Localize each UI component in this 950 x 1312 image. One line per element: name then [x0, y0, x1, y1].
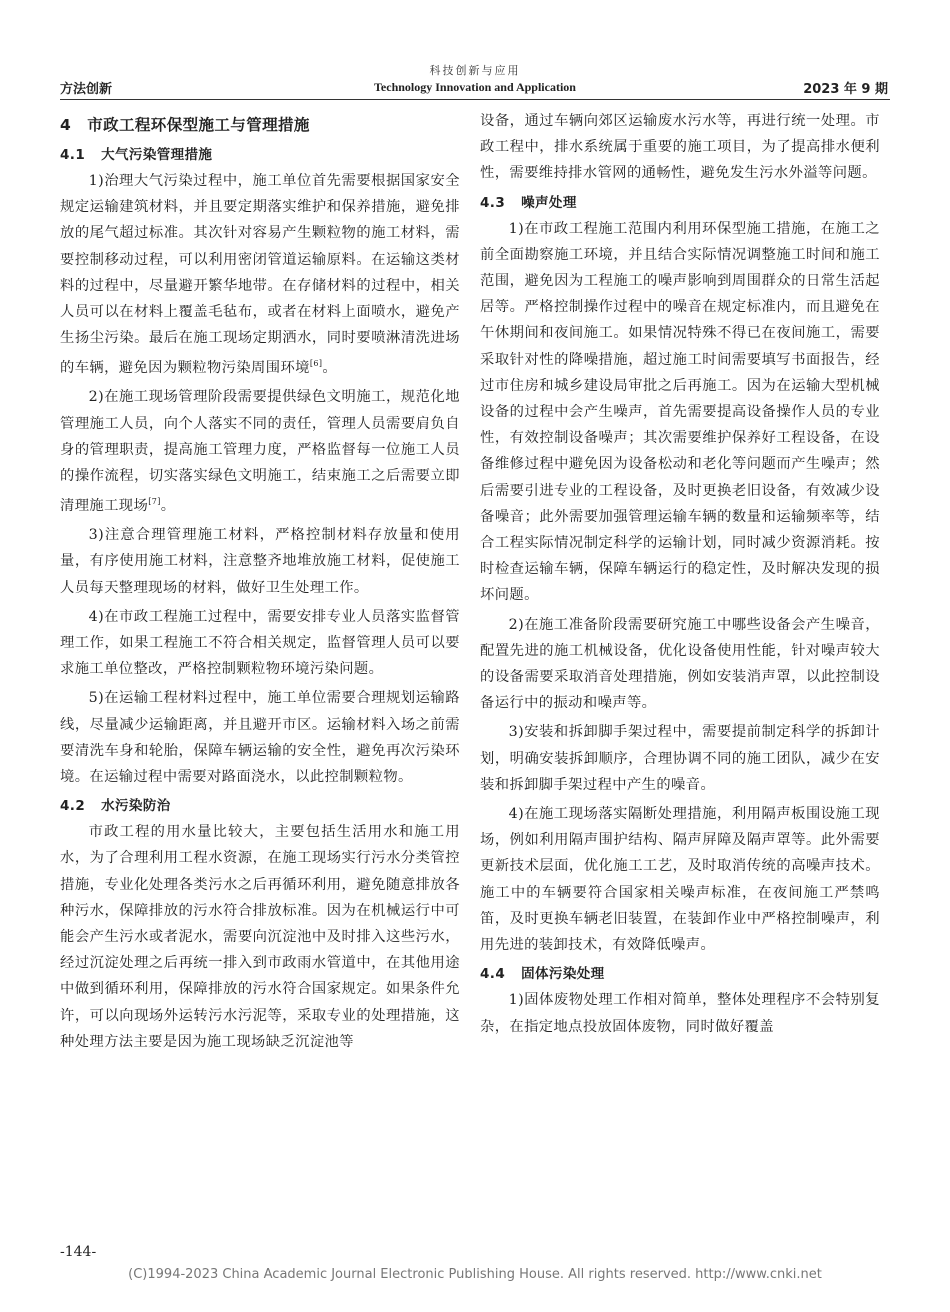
copyright-footer: (C)1994-2023 China Academic Journal Electronic Publishing House. All rights reserved. http://www.cnki.net [128, 1267, 822, 1282]
subsection-number: 4.1 [60, 147, 86, 163]
journal-name-cn: 科技创新与应用 [429, 64, 521, 77]
subsection-number: 4.2 [60, 798, 86, 815]
left-column [60, 108, 460, 1058]
right-column [480, 108, 880, 1043]
subsection-title: 噪声处理 [521, 194, 577, 211]
section-title: 市政工程环保型施工与管理措施 [87, 116, 310, 134]
paragraph-4-3-3: 3)安装和拆卸脚手架过程中，需要提前制定科学的拆卸计划，明确安装拆卸顺序，合理协调不同的施工团队，减少在安装和拆卸脚手架过程中产生的噪音。 [480, 724, 880, 793]
paragraph-4-4-1: 1)固体废物处理工作相对简单，整体处理程序不会特别复杂，在指定地点投放固体废物，同时做好覆盖 [480, 992, 880, 1035]
paragraph-text: 1)治理大气污染过程中，施工单位首先需要根据国家安全规定运输建筑材料，并且要定期落实维护和保养措施，避免排放的尾气超过标准。其次针对容易产生颗粒物的施工材料，需要控制移动过程，可以利用密闭管道运输原料。在运输这类材料的过程中，尽量避开繁华地带。在存储材料的过程中，相关人员可以在材料上覆盖毛毡布，或者在材料上面喷水，避免产生扬尘污染。最后在施工现场定期洒水，同时要喷淋清洗进场的车辆，避免因为颗粒物污染周围环境 [60, 173, 460, 377]
subsection-title: 水污染防治 [101, 798, 171, 815]
subsection-heading-4-4 [480, 961, 880, 987]
citation-6: [6] [309, 359, 323, 369]
paragraph-4-2-continued: 设备，通过车辆向郊区运输废水污水等，再进行统一处理。市政工程中，排水系统属于重要的施工项目，为了提高排水便利性，需要维持排水管网的通畅性，避免发生污水外溢等问题。 [480, 113, 880, 182]
citation-7: [7] [148, 497, 161, 507]
subsection-title: 大气污染管理措施 [101, 147, 213, 163]
section-number: 4 [60, 116, 72, 134]
subsection-heading-4-3 [480, 190, 880, 216]
subsection-heading-4-2 [60, 793, 460, 819]
paragraph-4-1-3: 3)注意合理管理施工材料，严格控制材料存放量和使用量，有序使用施工材料，注意整齐地堆放施工材料，促使施工人员每天整理现场的材料，做好卫生处理工作。 [60, 527, 460, 596]
column-name: 方法创新 [60, 82, 113, 97]
paragraph-text: 2)在施工现场管理阶段需要提供绿色文明施工，规范化地管理施工人员，向个人落实不同的责任，管理人员需要肩负自身的管理职责，提高施工管理力度，严格监督每一位施工人员的操作流程，切实落实绿色文明施工，结束施工之后需要立即清理施工现场 [60, 389, 460, 514]
subsection-number: 4.4 [480, 966, 506, 983]
journal-name-en: Technology Innovation and Application [374, 80, 576, 94]
paragraph-4-1-1: 1)治理大气污染过程中，施工单位首先需要根据国家安全规定运输建筑材料，并且要定期落实维护和保养措施，避免排放的尾气超过标准。其次针对容易产生颗粒物的施工材料，需要控制移动过程，可以利用密闭管道运输原料。在运输这类材料的过程中，尽量避开繁华地带。在存储材料的过程中，相关人员可以在材料上覆盖毛毡布，或者在材料上面喷水，避免产生扬尘污染。最后在施工现场定期洒水，同时要喷淋清洗进场的车辆，避免因为颗粒物污染周围环境[6]。 [60, 173, 460, 377]
header-rule [60, 99, 890, 100]
paragraph-4-1-4: 4)在市政工程施工过程中，需要安排专业人员落实监督管理工作，如果工程施工不符合相关规定，监督管理人员可以要求施工单位整改，严格控制颗粒物环境污染问题。 [60, 608, 460, 678]
paragraph-4-3-2: 2)在施工准备阶段需要研究施工中哪些设备会产生噪音，配置先进的施工机械设备，优化设备使用性能，针对噪声较大的设备需要采取消音处理措施，例如安装消声罩，以此控制设备运行中的振动和噪声等。 [480, 616, 880, 712]
paragraph-4-2-1: 市政工程的用水量比较大，主要包括生活用水和施工用水，为了合理利用工程水资源，在施工现场实行污水分类管控措施，专业化处理各类污水之后再循环利用，避免随意排放各种污水，保障排放的污水符合排放标准。因为在机械运行中可能会产生污水或者泥水，需要向沉淀池中及时排入这些污水，经过沉淀处理之后再统一排入到市政雨水管道中，在其他用途中做到循环利用，保障排放的污水符合国家规定。如果条件允许，可以向现场外运转污水污泥等，采取专业的处理措施，这种处理方法主要是因为施工现场缺乏沉淀池等 [60, 824, 460, 1050]
page-number: -144- [60, 1244, 97, 1260]
paragraph-4-1-2: 2)在施工现场管理阶段需要提供绿色文明施工，规范化地管理施工人员，向个人落实不同的责任，管理人员需要肩负自身的管理职责，提高施工管理力度，严格监督每一位施工人员的操作流程，切实落实绿色文明施工，结束施工之后需要立即清理施工现场[7]。 [60, 389, 460, 514]
paragraph-4-3-1: 1)在市政工程施工范围内利用环保型施工措施，在施工之前全面勘察施工环境，并且结合实际情况调整施工时间和施工范围，避免因为工程施工的噪声影响到周围群众的日常生活起居等。严格控制操作过程中的噪音在规定标准内，而且避免在午休期间和夜间施工。如果情况特殊不得已在夜间施工，需要采取针对性的降噪措施，超过施工时间需要填写书面报告，经过市住房和城乡建设局审批之后再施工。因为在运输大型机械设备的过程中会产生噪声，首先需要提高设备操作人员的专业性，有效控制设备噪声；其次需要维护保养好工程设备，在设备维修过程中避免因为设备松动和老化等问题而产生噪声；然后需要引进专业的工程设备，及时更换老旧设备，有效减少设备噪音；此外需要加强管理运输车辆的数量和运输频率等，结合工程实际情况制定科学的运输计划，同时减少资源消耗。按时检查运输车辆，保障车辆运行的稳定性，及时解决发现的损坏问题。 [480, 220, 880, 604]
subsection-heading-4-1 [60, 142, 460, 168]
subsection-title: 固体污染处理 [521, 966, 605, 983]
section-heading [60, 110, 460, 140]
issue-label: 2023 年 9 期 [803, 82, 888, 97]
paragraph-4-1-5: 5)在运输工程材料过程中，施工单位需要合理规划运输路线，尽量减少运输距离，并且避开市区。运输材料入场之前需要清洗车身和轮胎，保障车辆运输的安全性，避免再次污染环境。在运输过程中需要对路面浇水，以此控制颗粒物。 [60, 690, 460, 785]
paragraph-4-3-4: 4)在施工现场落实隔断处理措施，利用隔声板围设施工现场，例如利用隔声围护结构、隔声屏障及隔声罩等。此外需要更新技术层面，优化施工工艺，及时取消传统的高噪声技术。施工中的车辆要符合国家相关噪声标准，在夜间施工严禁鸣笛，及时更换车辆老旧装置，在装卸作业中严格控制噪声，利用先进的装卸技术，有效降低噪声。 [480, 806, 880, 954]
subsection-number: 4.3 [480, 194, 506, 211]
